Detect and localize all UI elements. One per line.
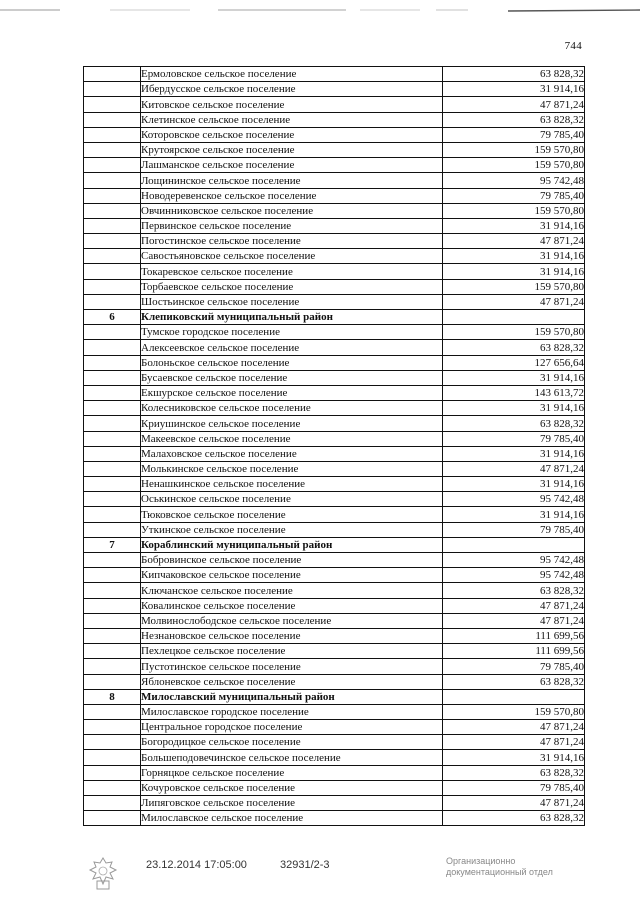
table-row (84, 507, 585, 522)
row-number (84, 477, 141, 492)
row-number (84, 811, 141, 826)
table-row (84, 340, 585, 355)
amount-value: 79 785,40 (443, 659, 585, 674)
amount-value: 159 570,80 (443, 279, 585, 294)
row-number (84, 644, 141, 659)
amount-value: 159 570,80 (443, 203, 585, 218)
amount-value (443, 689, 585, 704)
amount-value: 111 699,56 (443, 628, 585, 643)
table-row (84, 765, 585, 780)
table-row (84, 720, 585, 735)
amount-value: 159 570,80 (443, 704, 585, 719)
table-row (84, 811, 585, 826)
table-row (84, 583, 585, 598)
table-row (84, 218, 585, 233)
table-row (84, 674, 585, 689)
table-row (84, 112, 585, 127)
amount-value: 47 871,24 (443, 598, 585, 613)
amount-value: 79 785,40 (443, 780, 585, 795)
amount-value: 31 914,16 (443, 370, 585, 385)
stamp-line-2: документационный отдел (446, 867, 553, 877)
row-number (84, 659, 141, 674)
settlement-name: Бобровинское сельское поселение (141, 553, 443, 568)
row-number (84, 385, 141, 400)
table-row (84, 82, 585, 97)
amount-value: 47 871,24 (443, 294, 585, 309)
table-row (84, 568, 585, 583)
row-number: 6 (84, 310, 141, 325)
table-row (84, 142, 585, 157)
row-number (84, 522, 141, 537)
amount-value: 79 785,40 (443, 431, 585, 446)
amount-value: 95 742,48 (443, 492, 585, 507)
settlement-name: Тюковское сельское поселение (141, 507, 443, 522)
settlement-name: Тумское городское поселение (141, 325, 443, 340)
settlement-name: Ковалинское сельское поселение (141, 598, 443, 613)
row-number (84, 796, 141, 811)
amount-value: 47 871,24 (443, 796, 585, 811)
settlement-name: Пехлецкое сельское поселение (141, 644, 443, 659)
settlement-name: Колесниковское сельское поселение (141, 401, 443, 416)
amount-value: 31 914,16 (443, 507, 585, 522)
row-number (84, 279, 141, 294)
table-row (84, 234, 585, 249)
amount-value: 63 828,32 (443, 811, 585, 826)
row-number (84, 234, 141, 249)
amount-value: 31 914,16 (443, 264, 585, 279)
row-number (84, 67, 141, 82)
table-row (84, 553, 585, 568)
settlement-name: Первинское сельское поселение (141, 218, 443, 233)
row-number (84, 750, 141, 765)
row-number (84, 598, 141, 613)
table-row (84, 401, 585, 416)
amount-value: 31 914,16 (443, 446, 585, 461)
department-stamp (446, 856, 566, 878)
settlement-name: Новодеревенское сельское поселение (141, 188, 443, 203)
page-number: 744 (564, 40, 582, 52)
settlement-name: Которовское сельское поселение (141, 127, 443, 142)
settlement-name: Савостьяновское сельское поселение (141, 249, 443, 264)
row-number (84, 720, 141, 735)
stamp-line-1: Организационно (446, 856, 516, 866)
row-number: 8 (84, 689, 141, 704)
table-row (84, 416, 585, 431)
row-number (84, 264, 141, 279)
row-number (84, 553, 141, 568)
settlement-name: Криушинское сельское поселение (141, 416, 443, 431)
table-row (84, 613, 585, 628)
amount-value: 159 570,80 (443, 142, 585, 157)
settlement-name: Горняцкое сельское поселение (141, 765, 443, 780)
amount-value: 79 785,40 (443, 522, 585, 537)
table-row (84, 598, 585, 613)
settlement-name: Малаховское сельское поселение (141, 446, 443, 461)
coat-of-arms-seal-icon (86, 855, 120, 891)
row-number (84, 97, 141, 112)
table-row (84, 796, 585, 811)
district-name: Кораблинский муниципальный район (141, 537, 443, 552)
table-row (84, 97, 585, 112)
settlement-name: Болоньское сельское поселение (141, 355, 443, 370)
row-number (84, 340, 141, 355)
row-number (84, 294, 141, 309)
amount-value: 95 742,48 (443, 568, 585, 583)
table-row (84, 461, 585, 476)
settlement-name: Оськинское сельское поселение (141, 492, 443, 507)
footer-doc-number: 32931/2-3 (280, 859, 330, 871)
amount-value: 159 570,80 (443, 325, 585, 340)
settlement-name: Милославское сельское поселение (141, 811, 443, 826)
settlement-name: Ибердусское сельское поселение (141, 82, 443, 97)
settlement-name: Макеевское сельское поселение (141, 431, 443, 446)
row-number (84, 188, 141, 203)
row-number (84, 173, 141, 188)
table-row (84, 750, 585, 765)
amount-value: 31 914,16 (443, 218, 585, 233)
table-row (84, 780, 585, 795)
amount-value: 63 828,32 (443, 765, 585, 780)
district-name: Милославский муниципальный район (141, 689, 443, 704)
amount-value: 111 699,56 (443, 644, 585, 659)
settlement-name: Пустотинское сельское поселение (141, 659, 443, 674)
footer-date: 23.12.2014 17:05:00 (146, 859, 247, 871)
table-row (84, 127, 585, 142)
row-number (84, 370, 141, 385)
settlement-name: Екшурское сельское поселение (141, 385, 443, 400)
settlement-name: Молвинослободское сельское поселение (141, 613, 443, 628)
amount-value: 159 570,80 (443, 158, 585, 173)
table-row (84, 249, 585, 264)
table-row (84, 158, 585, 173)
settlement-name: Китовское сельское поселение (141, 97, 443, 112)
table-row (84, 704, 585, 719)
amount-value: 47 871,24 (443, 97, 585, 112)
settlement-name: Торбаевское сельское поселение (141, 279, 443, 294)
settlement-name: Овчинниковское сельское поселение (141, 203, 443, 218)
table-row (84, 294, 585, 309)
row-number (84, 416, 141, 431)
table-row (84, 446, 585, 461)
row-number (84, 355, 141, 370)
row-number (84, 249, 141, 264)
amount-value: 31 914,16 (443, 477, 585, 492)
amount-value: 95 742,48 (443, 173, 585, 188)
scan-top-noise (0, 9, 640, 15)
table-row (84, 477, 585, 492)
row-number (84, 203, 141, 218)
amount-value: 31 914,16 (443, 401, 585, 416)
settlement-name: Погостинское сельское поселение (141, 234, 443, 249)
row-number (84, 446, 141, 461)
table-row (84, 659, 585, 674)
row-number (84, 461, 141, 476)
district-row (84, 537, 585, 552)
table-row (84, 67, 585, 82)
page-footer (0, 855, 640, 895)
settlement-name: Ненашкинское сельское поселение (141, 477, 443, 492)
row-number (84, 431, 141, 446)
amount-value: 31 914,16 (443, 249, 585, 264)
settlement-name: Лашманское сельское поселение (141, 158, 443, 173)
table-row (84, 279, 585, 294)
settlement-name: Милославское городское поселение (141, 704, 443, 719)
settlement-name: Бусаевское сельское поселение (141, 370, 443, 385)
amount-value: 79 785,40 (443, 127, 585, 142)
amount-value: 63 828,32 (443, 416, 585, 431)
district-row (84, 689, 585, 704)
row-number (84, 142, 141, 157)
settlement-name: Липяговское сельское поселение (141, 796, 443, 811)
settlement-name: Яблоневское сельское поселение (141, 674, 443, 689)
settlement-name: Ключанское сельское поселение (141, 583, 443, 598)
settlement-name: Центральное городское поселение (141, 720, 443, 735)
table-row (84, 325, 585, 340)
amount-value: 31 914,16 (443, 750, 585, 765)
settlement-name: Молькинское сельское поселение (141, 461, 443, 476)
row-number (84, 127, 141, 142)
settlement-name: Лощининское сельское поселение (141, 173, 443, 188)
table-row (84, 355, 585, 370)
amount-value: 63 828,32 (443, 340, 585, 355)
table-row (84, 492, 585, 507)
amount-value: 63 828,32 (443, 674, 585, 689)
amount-value: 95 742,48 (443, 553, 585, 568)
settlement-name: Уткинское сельское поселение (141, 522, 443, 537)
row-number (84, 780, 141, 795)
settlement-name: Токаревское сельское поселение (141, 264, 443, 279)
amount-value: 79 785,40 (443, 188, 585, 203)
table-row (84, 264, 585, 279)
amount-value: 47 871,24 (443, 720, 585, 735)
row-number (84, 568, 141, 583)
amount-value: 47 871,24 (443, 234, 585, 249)
amount-value (443, 537, 585, 552)
amount-value: 63 828,32 (443, 112, 585, 127)
district-row (84, 310, 585, 325)
settlement-name: Шостьинское сельское поселение (141, 294, 443, 309)
row-number (84, 507, 141, 522)
row-number: 7 (84, 537, 141, 552)
row-number (84, 218, 141, 233)
row-number (84, 583, 141, 598)
table-row (84, 644, 585, 659)
table-row (84, 522, 585, 537)
amount-value: 127 656,64 (443, 355, 585, 370)
settlement-name: Ермоловское сельское поселение (141, 67, 443, 82)
table-row (84, 188, 585, 203)
row-number (84, 112, 141, 127)
row-number (84, 401, 141, 416)
settlement-name: Незнановское сельское поселение (141, 628, 443, 643)
settlement-name: Богородицкое сельское поселение (141, 735, 443, 750)
table-row (84, 173, 585, 188)
amount-value (443, 310, 585, 325)
settlement-name: Большеподовечинское сельское поселение (141, 750, 443, 765)
amount-value: 63 828,32 (443, 67, 585, 82)
row-number (84, 674, 141, 689)
row-number (84, 628, 141, 643)
row-number (84, 613, 141, 628)
settlement-name: Кочуровское сельское поселение (141, 780, 443, 795)
table-row (84, 203, 585, 218)
settlement-name: Клетинское сельское поселение (141, 112, 443, 127)
row-number (84, 158, 141, 173)
table-body (84, 67, 585, 826)
amount-value: 143 613,72 (443, 385, 585, 400)
district-name: Клепиковский муниципальный район (141, 310, 443, 325)
amount-value: 63 828,32 (443, 583, 585, 598)
row-number (84, 325, 141, 340)
row-number (84, 704, 141, 719)
settlement-name: Алексеевское сельское поселение (141, 340, 443, 355)
table-row (84, 628, 585, 643)
settlement-name: Кипчаковское сельское поселение (141, 568, 443, 583)
row-number (84, 492, 141, 507)
allocation-table (83, 66, 585, 826)
amount-value: 47 871,24 (443, 735, 585, 750)
row-number (84, 82, 141, 97)
amount-value: 47 871,24 (443, 461, 585, 476)
row-number (84, 765, 141, 780)
table-row (84, 385, 585, 400)
table-row (84, 431, 585, 446)
settlement-name: Крутоярское сельское поселение (141, 142, 443, 157)
table-row (84, 735, 585, 750)
row-number (84, 735, 141, 750)
amount-value: 31 914,16 (443, 82, 585, 97)
amount-value: 47 871,24 (443, 613, 585, 628)
table-row (84, 370, 585, 385)
